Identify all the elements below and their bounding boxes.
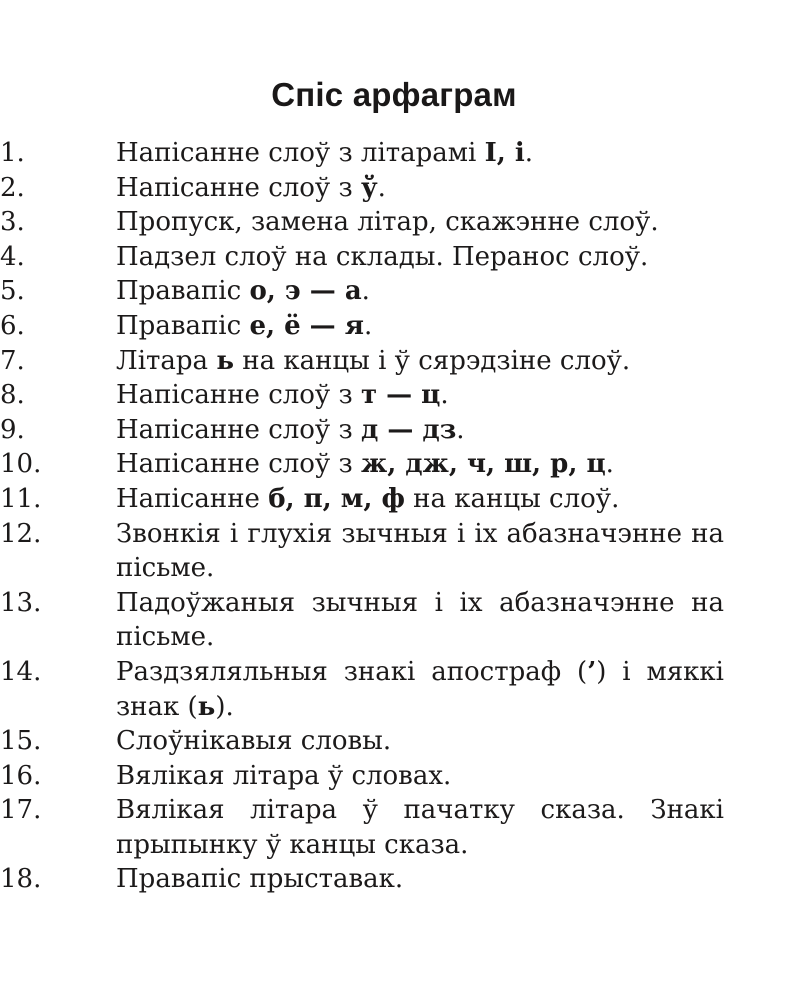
item-text: [116, 657, 724, 722]
list-item: [0, 136, 724, 171]
item-number: 11.: [0, 483, 42, 514]
text-fragment: .: [377, 172, 386, 203]
item-text: [116, 449, 614, 479]
item-text: [116, 415, 465, 445]
item-text: [116, 761, 451, 791]
item-text: [116, 242, 648, 272]
text-fragment: Правапіс: [116, 276, 250, 307]
text-fragment: Напісанне: [116, 483, 269, 514]
item-number: 13.: [0, 587, 42, 618]
highlighted-letters: о, э — а: [249, 276, 362, 307]
highlighted-letters: д — дз: [360, 414, 457, 445]
item-number: 12.: [0, 518, 42, 549]
highlighted-letters: І, і: [484, 138, 525, 168]
list-item: [0, 274, 724, 309]
item-number: 9.: [0, 414, 25, 445]
text-fragment: на канцы і ў сярэдзіне слоў.: [233, 345, 631, 376]
item-number: 8.: [0, 380, 25, 411]
item-text: [116, 519, 724, 584]
text-fragment: .: [456, 414, 465, 445]
text-fragment: .: [524, 138, 534, 168]
item-text: [116, 484, 619, 514]
item-text: [116, 311, 372, 341]
list-item: [0, 378, 724, 413]
item-number: 14.: [0, 656, 42, 687]
item-number: 6.: [0, 310, 25, 341]
item-number: 4.: [0, 241, 25, 272]
item-text: [116, 864, 403, 894]
item-number: 5.: [0, 276, 25, 307]
spelling-rules-list: [0, 136, 788, 897]
text-fragment: .: [361, 276, 370, 307]
item-number: 2.: [0, 172, 25, 203]
list-item: [0, 240, 724, 275]
text-fragment: .: [440, 380, 449, 411]
item-number: 17.: [0, 795, 42, 826]
list-item: [0, 517, 724, 586]
list-item: [0, 482, 724, 517]
text-fragment: Напісанне слоў з: [116, 172, 361, 203]
highlighted-letters: ’: [587, 656, 597, 687]
text-fragment: .: [605, 449, 614, 480]
text-fragment: .: [363, 310, 373, 341]
list-item: [0, 862, 724, 897]
highlighted-letters: ь: [216, 345, 234, 376]
list-item: [0, 724, 724, 759]
text-fragment: на канцы слоў.: [404, 483, 620, 514]
text-fragment: Раздзяляльныя знакі апостраф (: [116, 656, 588, 687]
list-item: [0, 205, 724, 240]
highlighted-letters: е, ё — я: [249, 310, 364, 341]
text-fragment: Вялікая літара ў словах.: [116, 760, 452, 791]
text-fragment: Звонкія і глухія зычныя і іх абазначэнне на пісьме.: [116, 518, 724, 584]
item-number: 10.: [0, 449, 42, 480]
highlighted-letters: ў: [360, 172, 378, 203]
text-fragment: Правапіс прыставак.: [116, 864, 404, 895]
text-fragment: ).: [215, 691, 234, 722]
item-text: [116, 173, 386, 203]
text-fragment: Падзел слоў на склады. Перанос слоў.: [116, 241, 649, 272]
item-text: [116, 346, 630, 376]
list-item: [0, 447, 724, 482]
list-item: [0, 655, 724, 724]
list-item: [0, 413, 724, 448]
item-text: [116, 380, 449, 410]
list-item: [0, 344, 724, 379]
list-item: [0, 759, 724, 794]
text-fragment: Пропуск, замена літар, скажэнне слоў.: [116, 207, 659, 238]
item-text: [116, 207, 659, 237]
text-fragment: Слоўнікавыя словы.: [116, 726, 392, 757]
text-fragment: Літара: [116, 345, 217, 376]
text-fragment: Напісанне слоў з літарамі: [116, 138, 485, 168]
item-text: [116, 138, 533, 168]
highlighted-letters: б, п, м, ф: [268, 483, 405, 514]
highlighted-letters: ж, дж, ч, ш, р, ц: [360, 449, 606, 480]
page-title: Спіс арфаграм: [271, 76, 517, 113]
item-number: 15.: [0, 726, 42, 757]
item-text: [116, 726, 391, 756]
list-item: [0, 586, 724, 655]
text-fragment: Напісанне слоў з: [116, 380, 361, 411]
list-item: [0, 171, 724, 206]
item-text: [116, 795, 724, 860]
item-number: 7.: [0, 345, 25, 376]
item-number: 18.: [0, 864, 42, 895]
item-number: 1.: [0, 138, 25, 168]
text-fragment: Падоўжаныя зычныя і іх абазначэнне на пісьме.: [116, 587, 724, 653]
item-number: 3.: [0, 207, 25, 238]
text-fragment: Напісанне слоў з: [116, 449, 361, 480]
item-text: [116, 276, 370, 306]
text-fragment: Напісанне слоў з: [116, 414, 361, 445]
list-item: [0, 793, 724, 862]
text-fragment: Вялікая літара ў пачатку сказа. Знакі прыпынку ў канцы сказа.: [116, 795, 724, 860]
item-number: 16.: [0, 760, 42, 791]
text-fragment: ) і мяккі знак (: [116, 656, 724, 722]
list-item: [0, 309, 724, 344]
text-fragment: Правапіс: [116, 310, 250, 341]
highlighted-letters: ь: [197, 691, 216, 722]
item-text: [116, 588, 724, 653]
highlighted-letters: т — ц: [360, 380, 441, 411]
